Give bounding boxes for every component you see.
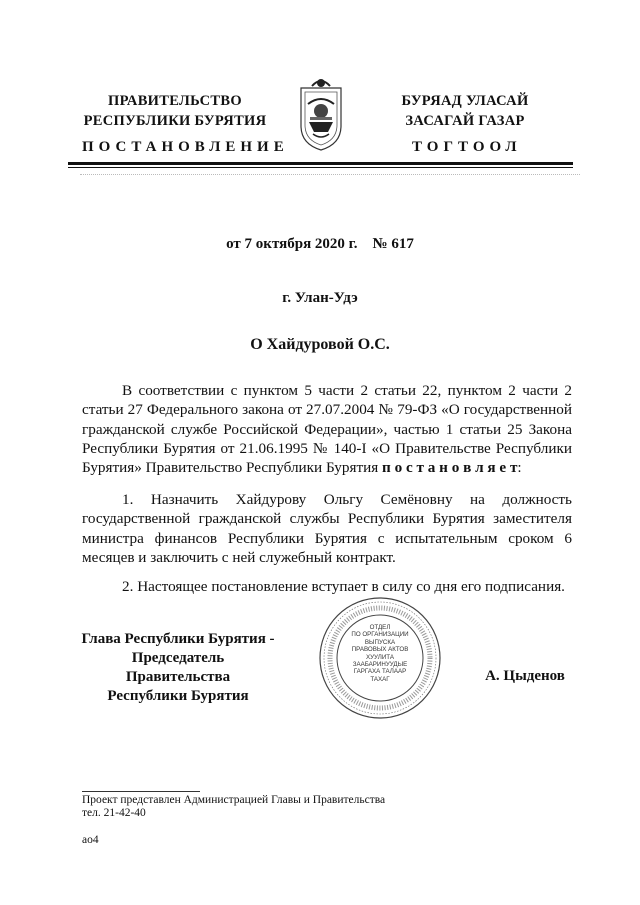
signatory-name: А. Цыденов	[485, 668, 565, 684]
header-left-line2: РЕСПУБЛИКИ БУРЯТИЯ	[83, 113, 267, 129]
header-right-org	[380, 91, 550, 131]
footer-note	[82, 794, 482, 820]
header-rule-thin	[68, 167, 573, 168]
stamp-line5: ХУУЛИТА	[366, 653, 394, 661]
item-1-paragraph: 1. Назначить Хайдурову Ольгу Семёновну на должность государственной гражданской службы Республики Бурятия заместителя министра финансов Республики Бурятия с испытательным сроком 6 месяцев и заключить с ней служебный контракт.	[82, 491, 572, 566]
document-subject: О Хайдуровой О.С.	[250, 336, 390, 353]
stamp-line6: ЗААБАРИНУУДЫЕ	[352, 661, 408, 669]
footer-note-line2: тел. 21-42-40	[82, 807, 146, 819]
footer-rule	[82, 791, 200, 792]
coat-of-arms-emblem	[298, 74, 344, 152]
stamp-line2: ПО ОРГАНИЗАЦИИ	[351, 631, 409, 639]
signatory-title-line2: Председатель Правительства	[125, 650, 231, 685]
preamble-paragraph	[82, 381, 572, 477]
footer-note-line1: Проект представлен Администрацией Главы и Правительства	[82, 794, 386, 806]
stamp-line7: ГАРГАХА ТАЛААР	[353, 668, 407, 676]
signatory-title-line3: Республики Бурятия	[107, 688, 249, 704]
doc-type-right: ТОГТООЛ	[412, 139, 522, 155]
footer-code: ао4	[82, 834, 99, 846]
stamp-line1: ОТДЕЛ	[369, 624, 391, 631]
city: г. Улан-Удэ	[282, 290, 358, 306]
header-right-line1: БУРЯАД УЛАСАЙ	[401, 93, 529, 109]
header-left-org	[80, 91, 270, 131]
doc-type-left: ПОСТАНОВЛЕНИЕ	[82, 139, 289, 155]
preamble-text: В соответствии с пунктом 5 части 2 статьи 22, пунктом 2 части 2 статьи 27 Федерального закона от 27.07.2004 № 79-ФЗ «О государственной гражданской службе Российской Федерации», частью 1 статьи 25 Закона Республики Бурятия от 21.06.1995 № 140-I «О Правительстве Республики Бурятия» Правительство Республики Бурятия	[82, 382, 572, 477]
stamp-text	[340, 624, 420, 683]
stamp-line4: ПРАВОВЫХ АКТОВ	[351, 646, 409, 654]
header-right-line2: ЗАСАГАЙ ГАЗАР	[405, 113, 525, 129]
preamble-emphasis: п о с т а н о в л я е т	[382, 459, 518, 477]
header-left-line1: ПРАВИТЕЛЬСТВО	[108, 93, 242, 109]
header-rule-thick	[68, 162, 573, 165]
signatory-title	[78, 630, 278, 706]
official-stamp	[318, 596, 442, 720]
preamble-end: :	[517, 459, 522, 477]
stamp-line3: ВЫПУСКА	[364, 638, 396, 646]
stamp-line8: ТАХАГ	[370, 675, 390, 683]
date-number: от 7 октября 2020 г. № 617	[226, 236, 414, 252]
header-dotted-line	[80, 174, 580, 179]
item-2-paragraph: 2. Настоящее постановление вступает в силу со дня его подписания.	[122, 578, 565, 595]
signatory-title-line1: Глава Республики Бурятия -	[81, 631, 275, 647]
